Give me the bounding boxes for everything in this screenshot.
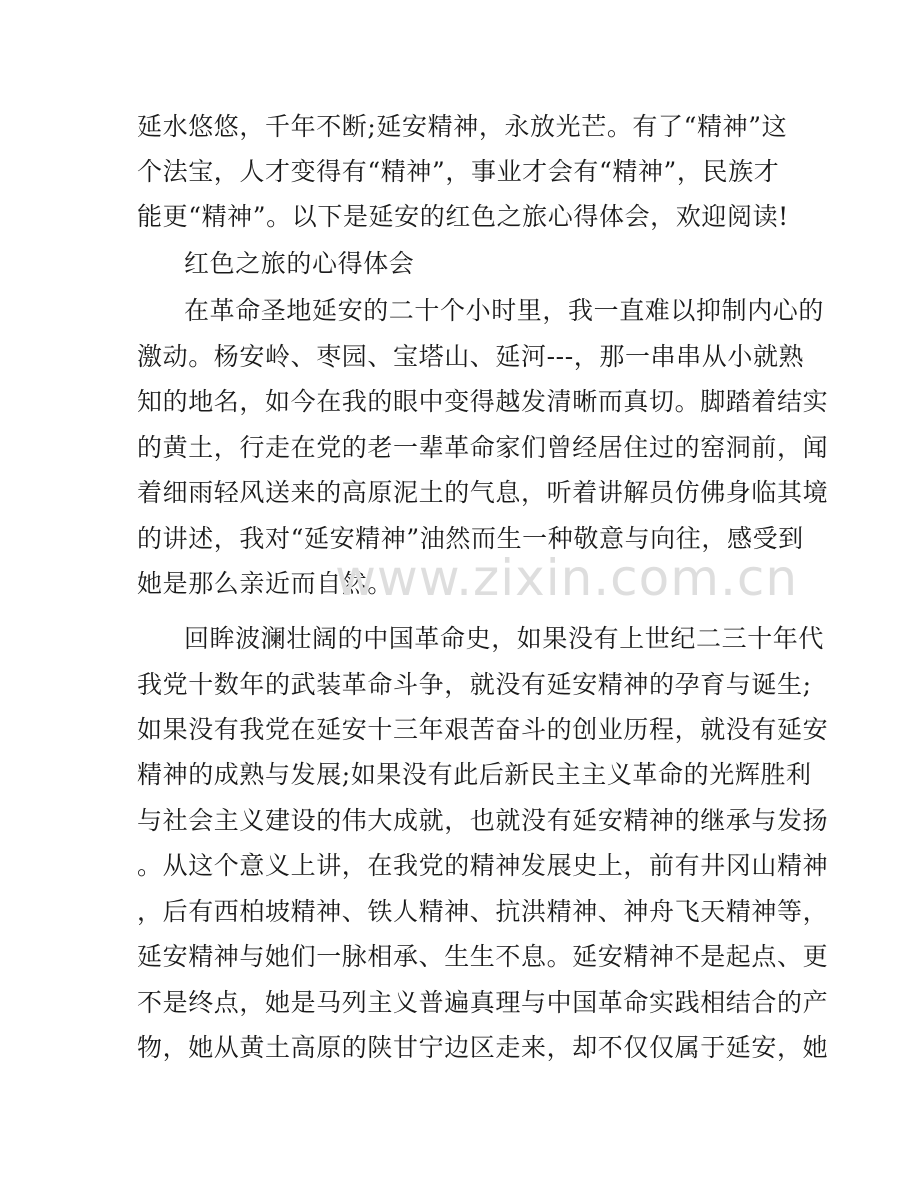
paragraph-line: 。从这个意义上讲，在我党的精神发展史上，前有井冈山精神 (137, 851, 829, 880)
paragraph-line: 精神的成熟与发展;如果没有此后新民主主义革命的光辉胜利 (137, 760, 812, 789)
paragraph-line: 延安精神与她们一脉相承、生生不息。延安精神不是起点、更 (137, 942, 829, 971)
paragraph-line: 激动。杨安岭、枣园、宝塔山、延河---，那一串串从小就熟 (137, 342, 805, 371)
paragraph-line: 着细雨轻风送来的高原泥土的气息，听着讲解员仿佛身临其境 (137, 478, 829, 507)
paragraph-line: 她是那么亲近而自然。 (137, 569, 394, 598)
intro-line: 延水悠悠，千年不断;延安精神，永放光芒。有了“精神”这 (137, 112, 788, 141)
paragraph-line: 与社会主义建设的伟大成就，也就没有延安精神的继承与发扬 (137, 806, 829, 835)
paragraph-line: ，后有西柏坡精神、铁人精神、抗洪精神、神舟飞天精神等， (137, 897, 829, 926)
paragraph-line: 的黄土，行走在党的老一辈革命家们曾经居住过的窑洞前，闻 (137, 433, 829, 462)
paragraph-line: 不是终点，她是马列主义普遍真理与中国革命实践相结合的产 (137, 988, 829, 1017)
paragraph-line: 物，她从黄土高原的陕甘宁边区走来，却不仅仅属于延安，她 (137, 1033, 829, 1062)
paragraph-line: 在革命圣地延安的二十个小时里，我一直难以抑制内心的 (184, 296, 825, 325)
section-title: 红色之旅的心得体会 (184, 249, 415, 278)
paragraph-line: 的讲述，我对“延安精神”油然而生一种敬意与向往，感受到 (137, 524, 804, 553)
watermark: www.zixin.com.cn (335, 549, 799, 607)
intro-line: 能更“精神”。以下是延安的红色之旅心得体会，欢迎阅读! (137, 202, 789, 231)
paragraph-line: 如果没有我党在延安十三年艰苦奋斗的创业历程，就没有延安 (137, 715, 829, 744)
intro-line: 个法宝，人才变得有“精神”，事业才会有“精神”，民族才 (137, 157, 780, 186)
paragraph-line: 我党十数年的武装革命斗争，就没有延安精神的孕育与诞生; (137, 670, 812, 699)
paragraph-line: 回眸波澜壮阔的中国革命史，如果没有上世纪二三十年代 (184, 624, 825, 653)
paragraph-line: 知的地名，如今在我的眼中变得越发清晰而真切。脚踏着结实 (137, 387, 829, 416)
